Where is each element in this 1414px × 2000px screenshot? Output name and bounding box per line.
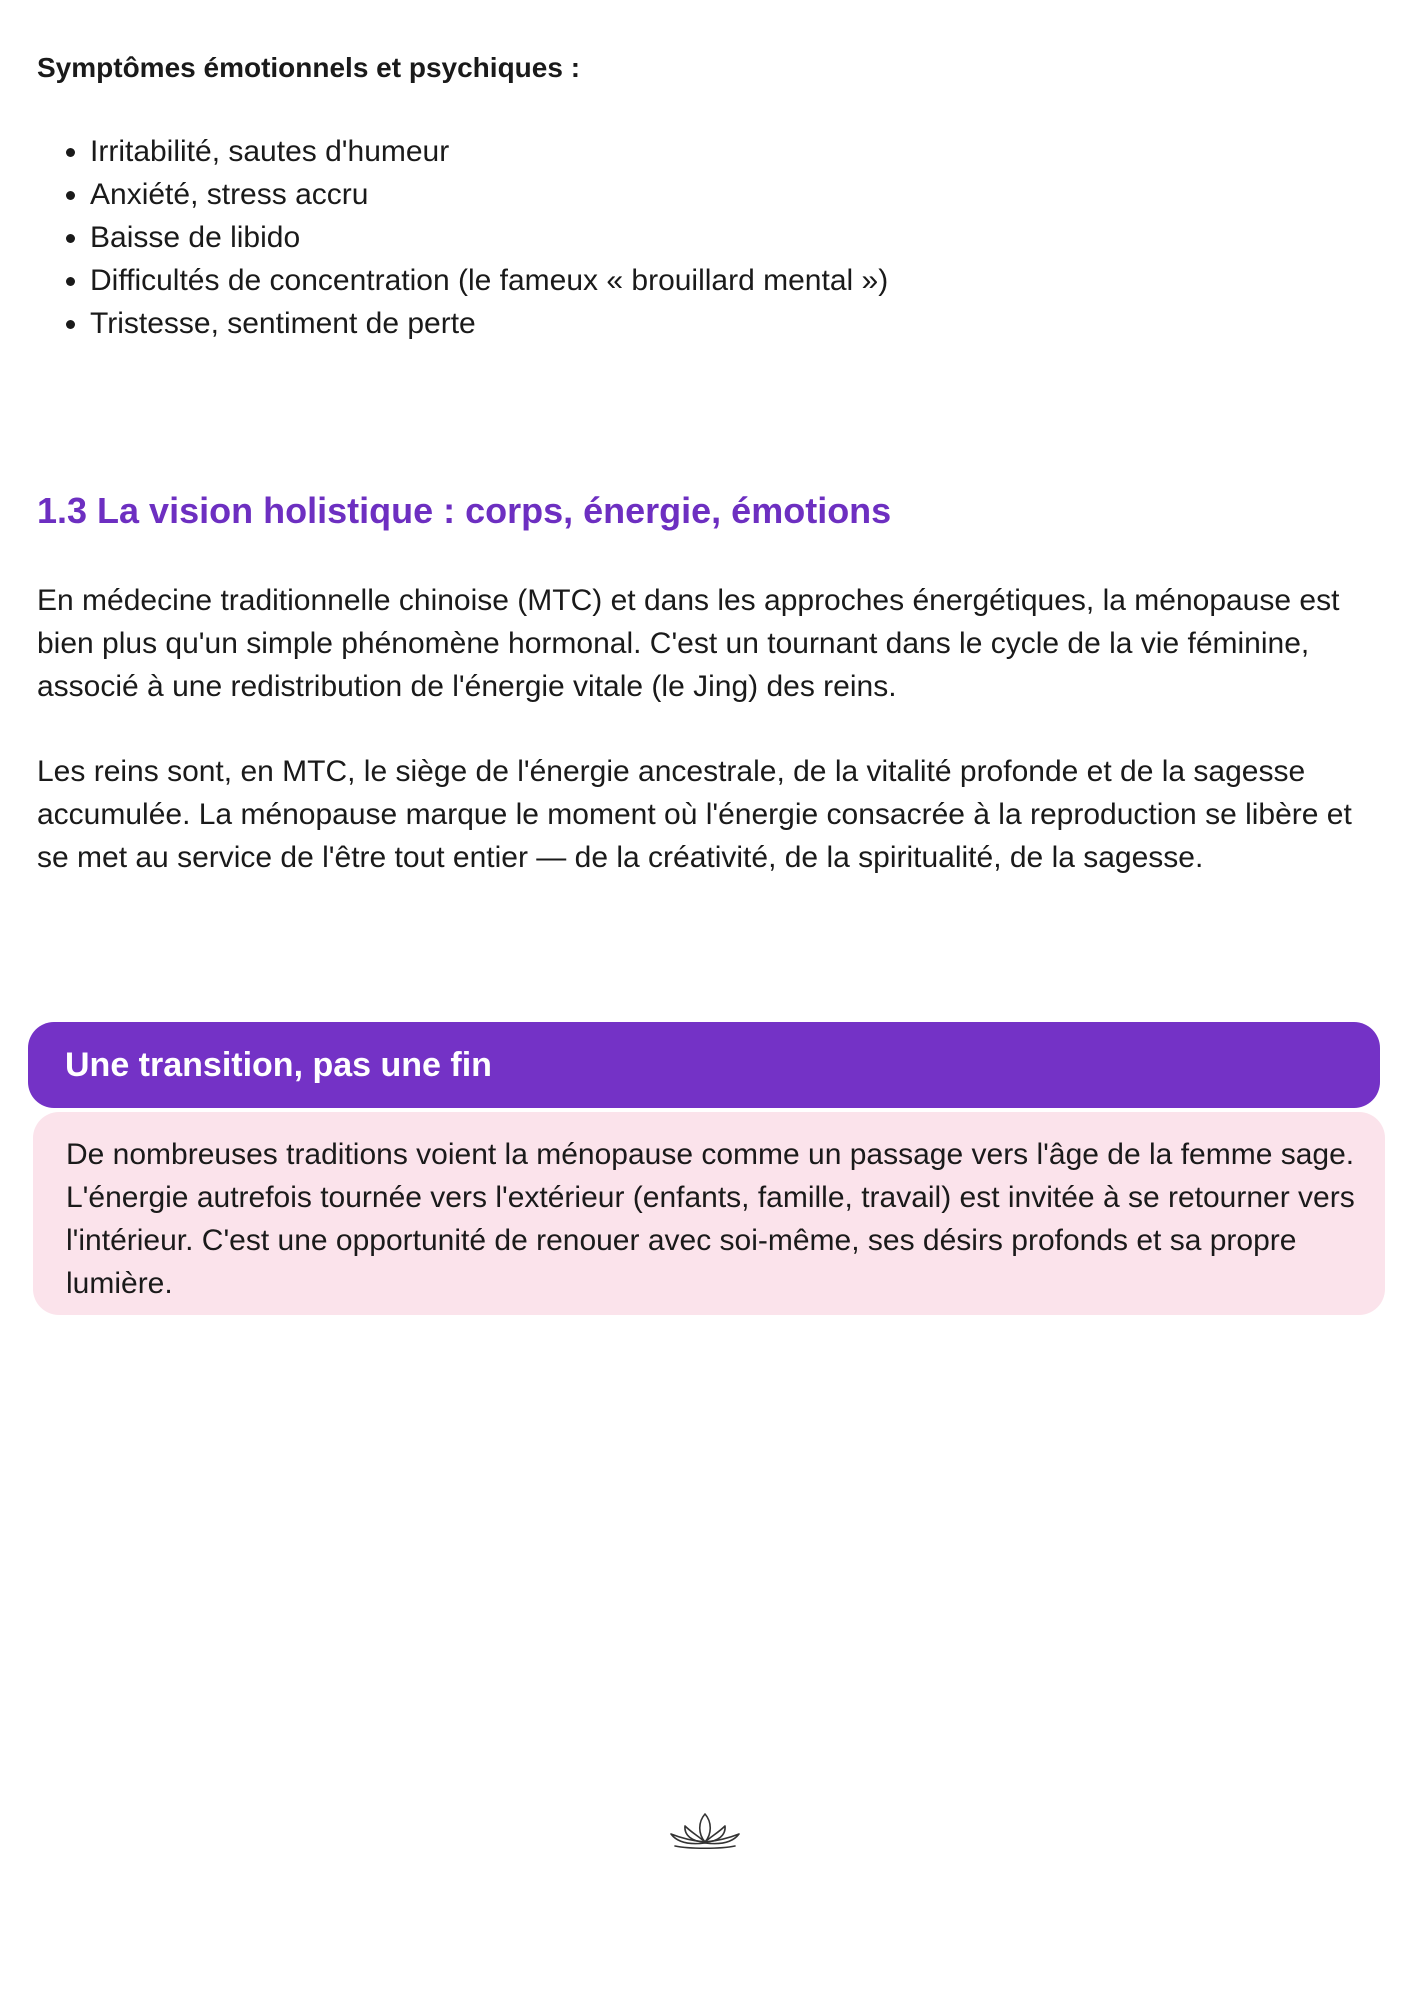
lotus-icon — [667, 1808, 743, 1852]
emotional-symptoms-heading: Symptômes émotionnels et psychiques : — [37, 52, 581, 83]
callout-text: De nombreuses traditions voient la ménopause comme un passage vers l'âge de la femme sage. L'énergie autrefois tournée vers l'extérieur (enfants, famille, travail) est invitée à se retourner vers l'intérieur. C'est une opportunité de renouer avec soi-même, ses désirs profonds et sa propre lumière. — [66, 1138, 1355, 1300]
list-item: • Anxiété, stress accru — [90, 173, 888, 216]
callout-header — [28, 1022, 1380, 1108]
body-paragraph: En médecine traditionnelle chinoise (MTC) et dans les approches énergétiques, la ménopause est bien plus qu'un simple phénomène hormonal. C'est un tournant dans le cycle de la vie féminine, associé à une redistribution de l'énergie vitale (le Jing) des reins. — [37, 584, 1340, 703]
emotional-symptoms-list — [37, 130, 888, 345]
section-title: 1.3 La vision holistique : corps, énergie, émotions — [37, 490, 892, 531]
body-paragraph: Les reins sont, en MTC, le siège de l'énergie ancestrale, de la vitalité profonde et de la sagesse accumulée. La ménopause marque le moment où l'énergie consacrée à la reproduction se libère et se met au service de l'être tout entier — de la créativité, de la spiritualité, de la sagesse. — [37, 755, 1352, 874]
callout-title: Une transition, pas une fin — [65, 1046, 492, 1084]
list-item: • Difficultés de concentration (le fameux « brouillard mental ») — [90, 259, 888, 302]
list-item: • Baisse de libido — [90, 216, 888, 259]
list-item: • Tristesse, sentiment de perte — [90, 302, 888, 345]
list-item: • Irritabilité, sautes d'humeur — [90, 130, 888, 173]
callout-body — [33, 1112, 1385, 1315]
